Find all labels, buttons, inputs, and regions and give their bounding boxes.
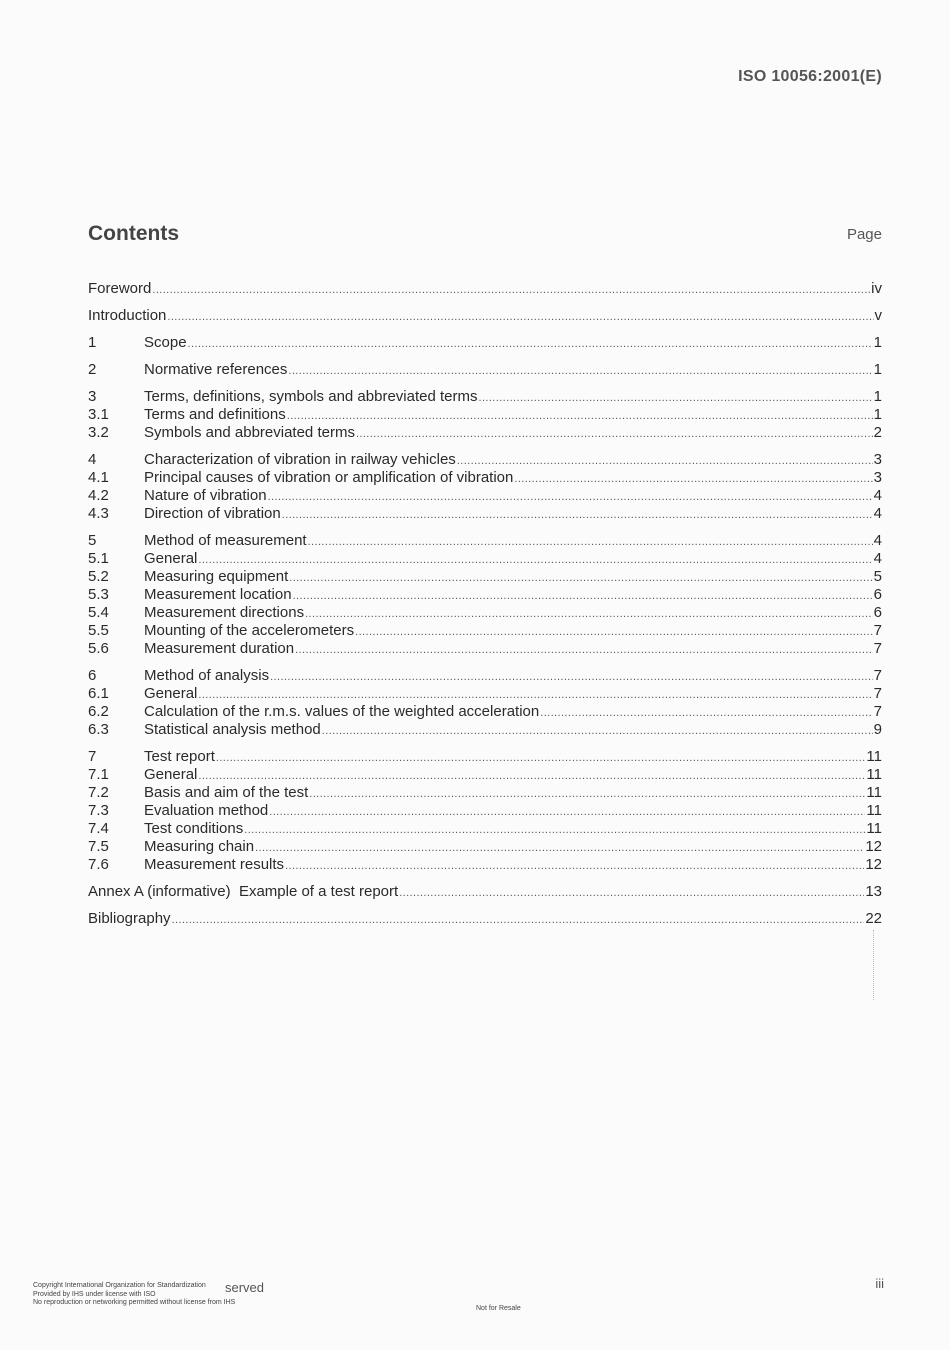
toc-entry-number: 7.6 (88, 856, 109, 873)
toc-entry-page: 6 (873, 604, 882, 621)
toc-entry[interactable] (88, 910, 882, 928)
toc-entry-title: Basis and aim of the test (144, 784, 309, 801)
dot-leader (309, 785, 865, 803)
annex-label: Annex A (88, 883, 144, 900)
toc-entry-page: 7 (873, 622, 882, 639)
toc-entry-title: Characterization of vibration in railway vehicles (144, 451, 456, 468)
toc-entry-title: Terms and definitions (144, 406, 286, 423)
toc-entry-title: Introduction (88, 307, 167, 324)
toc-entry-page: 1 (873, 334, 882, 351)
toc-entry-title: Symbols and abbreviated terms (144, 424, 355, 441)
dot-leader (293, 587, 873, 605)
toc-entry[interactable] (88, 406, 882, 424)
toc-entry-title: Method of measurement (144, 532, 307, 549)
toc-entry-title: Test conditions (144, 820, 244, 837)
toc-entry-number: 4.3 (88, 505, 109, 522)
toc-entry-page: 7 (873, 640, 882, 657)
toc-entry-number: 7.3 (88, 802, 109, 819)
toc-entry[interactable] (88, 334, 882, 352)
toc-entry-title: Nature of vibration (144, 487, 267, 504)
toc-entry-number: 5.5 (88, 622, 109, 639)
dot-leader (540, 704, 872, 722)
toc-entry-title: Measurement location (144, 586, 292, 603)
dot-leader (355, 623, 873, 641)
toc-entry[interactable] (88, 604, 882, 622)
scan-artifact (873, 930, 874, 1000)
dot-leader (282, 506, 873, 524)
toc-entry-number: 6.3 (88, 721, 109, 738)
toc-entry[interactable] (88, 622, 882, 640)
dot-leader (172, 911, 865, 929)
toc-entry-page: 4 (873, 550, 882, 567)
toc-entry-title: Foreword (88, 280, 152, 297)
toc-entry-title: Calculation of the r.m.s. values of the weighted acceleration (144, 703, 540, 720)
toc-entry[interactable] (88, 280, 882, 298)
toc-entry-number: 4 (88, 451, 97, 468)
toc-entry-page: 12 (865, 838, 882, 855)
toc-entry-page: 11 (866, 802, 882, 819)
toc-entry-title: Direction of vibration (144, 505, 281, 522)
toc-entry-page: 7 (873, 667, 882, 684)
toc-entry[interactable] (88, 883, 882, 901)
dot-leader (356, 425, 873, 443)
toc-entry-number: 1 (88, 334, 97, 351)
dot-leader (216, 749, 866, 767)
toc-entry[interactable] (88, 640, 882, 658)
dot-leader (285, 857, 864, 875)
toc-entry[interactable] (88, 703, 882, 721)
annex-title: Example of a test report (238, 883, 399, 900)
dot-leader (478, 389, 872, 407)
toc-entry[interactable] (88, 838, 882, 856)
dot-leader (399, 884, 864, 902)
dot-leader (322, 722, 873, 740)
toc-entry[interactable] (88, 721, 882, 739)
toc-entry-page: 3 (873, 451, 882, 468)
copyright-line: Copyright International Organization for Standardization (33, 1282, 206, 1289)
dot-leader (268, 488, 873, 506)
toc-entry[interactable] (88, 766, 882, 784)
toc-entry[interactable] (88, 784, 882, 802)
toc-entry[interactable] (88, 532, 882, 550)
toc-entry-page: 7 (873, 685, 882, 702)
toc-entry-page: 13 (865, 883, 882, 900)
dot-leader (308, 533, 873, 551)
dot-leader (295, 641, 873, 659)
toc-entry-number: 5.2 (88, 568, 109, 585)
toc-entry-page: 1 (873, 406, 882, 423)
table-of-contents (88, 280, 882, 928)
toc-entry-number: 4.2 (88, 487, 109, 504)
toc-entry[interactable] (88, 505, 882, 523)
dot-leader (188, 335, 873, 353)
toc-entry[interactable] (88, 424, 882, 442)
toc-entry-page: 4 (873, 487, 882, 504)
toc-entry-number: 3.1 (88, 406, 109, 423)
toc-entry-title: Bibliography (88, 910, 171, 927)
toc-entry-title: Statistical analysis method (144, 721, 321, 738)
toc-entry-page: 11 (866, 784, 882, 801)
toc-entry-title: Measuring chain (144, 838, 255, 855)
dot-leader (198, 767, 865, 785)
toc-entry-title: Mounting of the accelerometers (144, 622, 355, 639)
toc-entry-title: Measuring equipment (144, 568, 289, 585)
toc-entry-title: Method of analysis (144, 667, 270, 684)
toc-entry[interactable] (88, 469, 882, 487)
toc-entry-title: Terms, definitions, symbols and abbreviated terms (144, 388, 478, 405)
toc-entry-page: 1 (873, 388, 882, 405)
toc-entry-page: 2 (873, 424, 882, 441)
dot-leader (244, 821, 865, 839)
toc-entry[interactable] (88, 388, 882, 406)
toc-entry-title: General (144, 766, 198, 783)
toc-entry[interactable] (88, 667, 882, 685)
dot-leader (152, 281, 870, 299)
toc-entry-title: Normative references (144, 361, 288, 378)
toc-entry-page: 4 (873, 505, 882, 522)
dot-leader (167, 308, 873, 326)
toc-entry[interactable] (88, 361, 882, 379)
dot-leader (270, 668, 873, 686)
toc-entry-page: 6 (873, 586, 882, 603)
standard-id: ISO 10056:2001(E) (738, 68, 882, 85)
toc-entry-number: 5 (88, 532, 97, 549)
toc-entry-number: 7.1 (88, 766, 109, 783)
toc-entry[interactable] (88, 451, 882, 469)
copyright-line: Provided by IHS under license with ISO (33, 1290, 156, 1298)
toc-entry-title: Measurement duration (144, 640, 295, 657)
dot-leader (289, 569, 872, 587)
toc-entry-number: 3.2 (88, 424, 109, 441)
toc-entry-title: Scope (144, 334, 187, 351)
toc-entry-title: Measurement results (144, 856, 285, 873)
toc-entry[interactable] (88, 802, 882, 820)
toc-entry-title: Evaluation method (144, 802, 269, 819)
dot-leader (198, 686, 872, 704)
toc-entry-title: General (144, 685, 198, 702)
toc-entry[interactable] (88, 550, 882, 568)
toc-entry-title: Test report (144, 748, 215, 765)
toc-entry-number: 2 (88, 361, 97, 378)
toc-entry-number: 6.1 (88, 685, 109, 702)
toc-entry-number: 3 (88, 388, 97, 405)
dot-leader (288, 362, 872, 380)
page-number: iii (875, 1276, 884, 1291)
toc-entry-title (88, 883, 398, 901)
toc-entry-title: Measurement directions (144, 604, 305, 621)
toc-entry-page: 4 (873, 532, 882, 549)
toc-entry-number: 6 (88, 667, 97, 684)
toc-entry[interactable] (88, 685, 882, 703)
dot-leader (269, 803, 865, 821)
rights-reserved-fragment: served (225, 1280, 265, 1295)
not-for-resale-notice: Not for Resale (476, 1305, 521, 1312)
toc-entry-number: 7 (88, 748, 97, 765)
toc-entry-number: 5.6 (88, 640, 109, 657)
toc-entry-page: 9 (873, 721, 882, 738)
toc-entry-page: 1 (873, 361, 882, 378)
toc-entry-page: v (874, 307, 882, 324)
toc-entry-number: 7.4 (88, 820, 109, 837)
toc-entry[interactable] (88, 586, 882, 604)
toc-entry-number: 5.4 (88, 604, 109, 621)
annex-informative: (informative) (147, 883, 231, 900)
toc-entry-number: 5.3 (88, 586, 109, 603)
toc-entry[interactable] (88, 568, 882, 586)
toc-entry[interactable] (88, 487, 882, 505)
toc-entry-page: 12 (865, 856, 882, 873)
toc-entry[interactable] (88, 748, 882, 766)
toc-entry-page: iv (871, 280, 882, 297)
toc-entry-number: 7.2 (88, 784, 109, 801)
toc-entry-page: 11 (866, 748, 882, 765)
contents-heading: Contents (88, 222, 179, 245)
toc-entry[interactable] (88, 820, 882, 838)
toc-entry-number: 7.5 (88, 838, 109, 855)
toc-entry-page: 11 (866, 820, 882, 837)
dot-leader (305, 605, 873, 623)
dot-leader (255, 839, 864, 857)
copyright-notice (33, 1282, 235, 1308)
toc-entry-title: Principal causes of vibration or amplification of vibration (144, 469, 514, 486)
toc-entry[interactable] (88, 307, 882, 325)
toc-entry-page: 22 (865, 910, 882, 927)
page-column-label: Page (846, 226, 882, 243)
dot-leader (514, 470, 872, 488)
toc-entry-number: 4.1 (88, 469, 109, 486)
toc-entry-page: 7 (873, 703, 882, 720)
toc-entry-page: 5 (873, 568, 882, 585)
toc-entry-title: General (144, 550, 198, 567)
toc-entry-number: 6.2 (88, 703, 109, 720)
dot-leader (198, 551, 872, 569)
dot-leader (287, 407, 873, 425)
toc-entry-number: 5.1 (88, 550, 109, 567)
dot-leader (457, 452, 873, 470)
toc-entry-page: 11 (866, 766, 882, 783)
copyright-line: No reproduction or networking permitted without license from IHS (33, 1299, 236, 1306)
toc-entry[interactable] (88, 856, 882, 874)
toc-entry-page: 3 (873, 469, 882, 486)
